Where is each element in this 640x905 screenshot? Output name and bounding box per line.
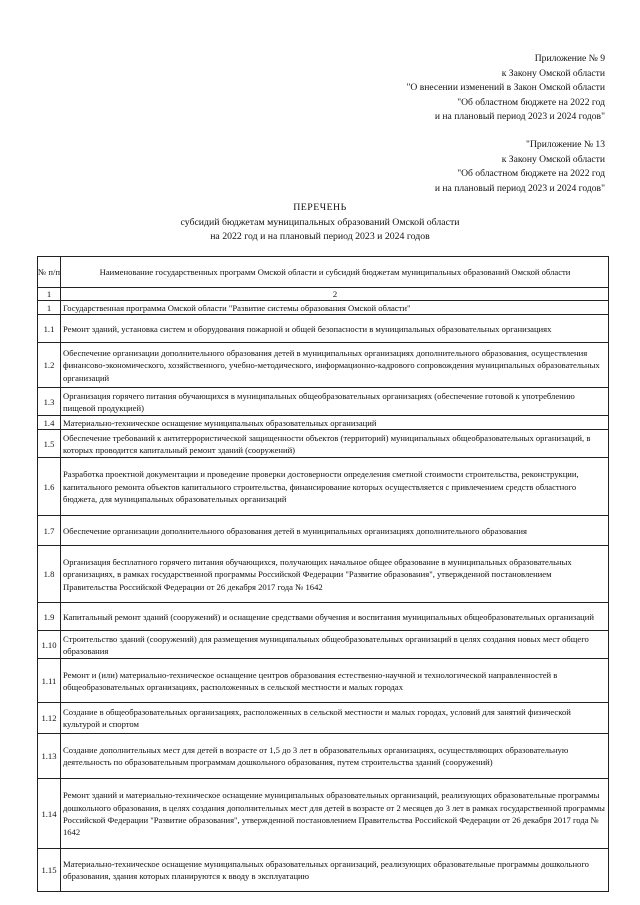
table-row <box>38 849 609 892</box>
row-text: Обеспечение организации дополнительного образования детей в муниципальных организациях дополнительного образования <box>61 516 609 546</box>
row-number: 1.3 <box>38 388 61 416</box>
row-text: Материально-техническое оснащение муниципальных образовательных организаций <box>61 416 609 430</box>
appendix-orig-line: и на плановый период 2023 и 2024 годов" <box>434 182 605 194</box>
table-row <box>38 659 609 703</box>
row-number: 1.11 <box>38 659 61 703</box>
table-row <box>38 546 609 603</box>
row-number: 1.15 <box>38 849 61 892</box>
row-number: 1.12 <box>38 703 61 734</box>
table-index-row <box>38 288 609 301</box>
row-text: Организация бесплатного горячего питания обучающихся, получающих начальное общее образование в муниципальных образовательных организациях, в рамках государственной программы Российской Федерации "Развитие образования", утвержденной постановлением Правительства Российской Федерации от 26 декабря 2017 года № 1642 <box>61 546 609 603</box>
index-number: 1 <box>38 288 61 301</box>
row-number: 1 <box>38 301 61 315</box>
table-row <box>38 631 609 659</box>
subtitle-line: на 2022 год и на плановый период 2023 и 2024 годов <box>210 231 430 242</box>
appendix-new-line: Приложение № 9 <box>534 53 605 64</box>
row-number: 1.5 <box>38 430 61 458</box>
table-row <box>38 603 609 631</box>
row-number: 1.4 <box>38 416 61 430</box>
row-text: Организация горячего питания обучающихся в муниципальных общеобразовательных организациях (обеспечение готовой к употреблению пищевой продукцией) <box>61 388 609 416</box>
appendix-new-line: "О внесении изменений в Закон Омской области <box>406 82 605 94</box>
row-text: Ремонт и (или) материально-техническое оснащение центров образования естественно-научной и технологической направленностей в общеобразовательных организациях, расположенных в сельской местности и малых городах <box>61 659 609 703</box>
table-row <box>38 301 609 315</box>
row-number: 1.6 <box>38 458 61 516</box>
table-row <box>38 430 609 458</box>
appendix-orig-line: "Приложение № 13 <box>526 139 605 150</box>
appendix-new-line: и на плановый период 2023 и 2024 годов" <box>434 111 605 123</box>
table-header-row <box>38 257 609 288</box>
appendix-orig-line: к Закону Омской области <box>501 153 605 165</box>
row-text: Создание дополнительных мест для детей в возрасте от 1,5 до 3 лет в образовательных организациях, осуществляющих образовательную деятельность по образовательным программам дошкольного образования, путем строительства зданий (сооружений) <box>61 734 609 779</box>
appendix-new-header <box>407 52 605 125</box>
appendix-orig-line: "Об областном бюджете на 2022 год <box>457 168 605 180</box>
row-text: Ремонт зданий и материально-техническое оснащение муниципальных образовательных организаций, реализующих образовательные программы дошкольного образования, в целях создания дополнительных мест для детей в возрасте от 2 месяцев до 3 лет в рамках государственной программы Российской Федерации "Развитие образования", утвержденной постановлением Правительства Российской Федерации от 26 декабря 2017 года № 1642 <box>61 779 609 849</box>
table-row <box>38 779 609 849</box>
row-text: Разработка проектной документации и проведение проверки достоверности определения сметной стоимости строительства, реконструкции, капитального ремонта объектов капитального строительства, финансирование которых осуществляется с привлечением средств областного бюджета, для муниципальных образовательных организаций <box>61 458 609 516</box>
document-title: ПЕРЕЧЕНЬ <box>293 202 347 213</box>
row-number: 1.10 <box>38 631 61 659</box>
appendix-new-line: к Закону Омской области <box>501 67 605 79</box>
subsidies-table <box>37 256 609 892</box>
row-number: 1.9 <box>38 603 61 631</box>
table-row <box>38 703 609 734</box>
header-name: Наименование государственных программ Омской области и субсидий бюджетам муниципальных образований Омской области <box>61 257 609 288</box>
index-name: 2 <box>61 288 609 301</box>
subtitle-line: субсидий бюджетам муниципальных образований Омской области <box>180 217 460 228</box>
row-text: Строительство зданий (сооружений) для размещения муниципальных общеобразовательных организаций в целях создания новых мест общего образования <box>61 631 609 659</box>
appendix-original-header <box>435 138 605 196</box>
row-number: 1.13 <box>38 734 61 779</box>
header-number: № п/п <box>38 257 61 288</box>
document-subtitle <box>0 216 640 244</box>
table-row <box>38 458 609 516</box>
row-text: Материально-техническое оснащение муниципальных образовательных организаций, реализующих образовательные программы дошкольного образования, здания которых планируются к вводу в эксплуатацию <box>61 849 609 892</box>
row-text: Создание в общеобразовательных организациях, расположенных в сельской местности и малых городах, условий для занятий физической культурой и спортом <box>61 703 609 734</box>
row-text: Обеспечение требований к антитеррористической защищенности объектов (территорий) муниципальных общеобразовательных организаций, в которых проводится капитальный ремонт зданий (сооружений) <box>61 430 609 458</box>
table-row <box>38 516 609 546</box>
table-row <box>38 343 609 388</box>
row-text: Обеспечение организации дополнительного образования детей в муниципальных организациях дополнительного образования, осуществления финансово-экономического, хозяйственного, учебно-методического, информационно-кадрового сопровождения муниципальных образовательных организаций <box>61 343 609 388</box>
appendix-new-line: "Об областном бюджете на 2022 год <box>457 96 605 108</box>
row-number: 1.1 <box>38 315 61 343</box>
row-number: 1.14 <box>38 779 61 849</box>
table-row <box>38 388 609 416</box>
table-row <box>38 315 609 343</box>
row-number: 1.7 <box>38 516 61 546</box>
row-number: 1.8 <box>38 546 61 603</box>
table-row <box>38 734 609 779</box>
row-text: Капитальный ремонт зданий (сооружений) и оснащение средствами обучения и воспитания муниципальных общеобразовательных организаций <box>61 603 609 631</box>
table-row <box>38 416 609 430</box>
row-number: 1.2 <box>38 343 61 388</box>
row-text: Государственная программа Омской области "Развитие системы образования Омской области" <box>61 301 609 315</box>
row-text: Ремонт зданий, установка систем и оборудования пожарной и общей безопасности в муниципальных образовательных организациях <box>61 315 609 343</box>
